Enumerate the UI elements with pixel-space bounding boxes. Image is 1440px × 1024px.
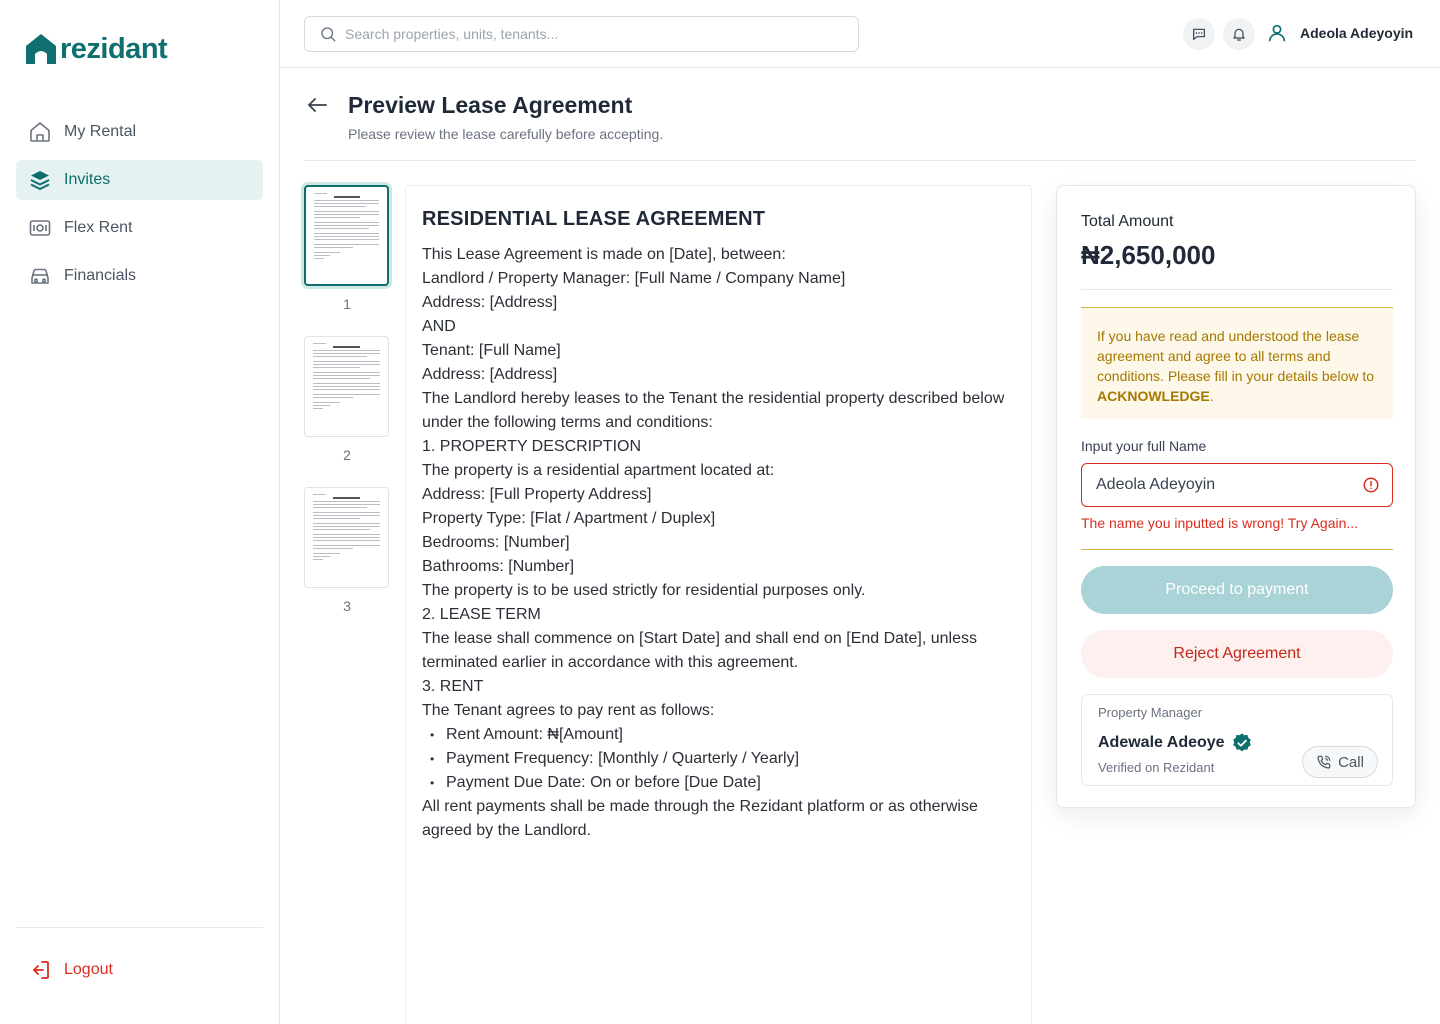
money-icon [28,216,52,240]
lease-document[interactable] [405,185,1032,1024]
search-input[interactable] [345,26,825,42]
document-line: All rent payments shall be made through the Rezidant platform or as otherwise agreed by the Landlord. [422,798,978,839]
sidebar-item-label: Flex Rent [64,219,133,236]
document-line: Bathrooms: [Number] [422,558,575,575]
verified-badge-icon [1231,732,1253,754]
sidebar [0,0,280,1024]
total-amount-value: ₦2,650,000 [1081,240,1216,270]
thumbnail-page-number: 2 [343,447,351,463]
search-icon [319,25,337,43]
document-line: The Landlord hereby leases to the Tenant the residential property described below under the following terms and conditions: [422,390,1005,431]
property-manager-name: Adewale Adeoye [1098,734,1225,751]
list-item: • Rent Amount: ₦[Amount] [430,723,1015,747]
sidebar-item-label: Financials [64,267,137,284]
document-line: Bedrooms: [Number] [422,534,570,551]
page-thumbnail-3[interactable] [304,487,389,588]
document-line: Landlord / Property Manager: [Full Name / Company Name] [422,270,846,287]
layers-icon [28,168,52,192]
brand-name: rezidant [60,32,168,65]
document-title: RESIDENTIAL LEASE AGREEMENT [422,208,766,230]
logout-icon [28,958,52,982]
messages-button[interactable] [1183,18,1215,50]
document-section-heading: 3. RENT [422,678,484,695]
acknowledge-panel [1056,185,1416,808]
rent-terms-list [422,723,1015,795]
document-line: Address: [Address] [422,366,558,383]
call-manager-button[interactable] [1302,746,1378,778]
sidebar-item-financials[interactable] [16,256,263,296]
property-manager-card [1081,694,1393,786]
bell-icon [1231,26,1247,42]
document-line: Tenant: [Full Name] [422,342,561,359]
alert-circle-icon [1362,476,1380,494]
page-subtitle: Please review the lease carefully before accepting. [348,126,664,142]
page-divider [304,160,1416,161]
document-line: The property is to be used strictly for residential purposes only. [422,582,866,599]
document-section-heading: 1. PROPERTY DESCRIPTION [422,438,642,455]
sidebar-divider [16,927,263,928]
property-manager-verified-text: Verified on Rezidant [1098,760,1215,775]
logout-button[interactable] [28,958,113,982]
notice-end: . [1209,388,1214,404]
document-line: Address: [Full Property Address] [422,486,652,503]
panel-divider [1081,549,1393,550]
full-name-field[interactable] [1081,463,1393,507]
call-label: Call [1338,753,1364,771]
full-name-label: Input your full Name [1081,438,1207,454]
page-thumbnails [304,185,390,638]
notice-emphasis: ACKNOWLEDGE [1097,388,1210,404]
chat-icon [1191,26,1207,42]
user-name: Adeola Adeyoyin [1300,25,1414,41]
sidebar-nav [16,112,263,304]
total-amount-label: Total Amount [1081,213,1174,230]
sidebar-item-label: My Rental [64,123,137,140]
full-name-input[interactable] [1096,476,1362,494]
page-thumbnail-2[interactable] [304,336,389,437]
user-menu[interactable] [1266,22,1413,44]
sidebar-item-my-rental[interactable] [16,112,263,152]
house-logo-icon [24,32,58,66]
document-line: The property is a residential apartment located at: [422,462,775,479]
home-icon [28,120,52,144]
brand-logo[interactable] [24,32,167,66]
property-manager-label: Property Manager [1098,705,1203,720]
proceed-to-payment-button[interactable]: Proceed to payment [1081,566,1393,614]
thumbnail-page-number: 1 [343,296,351,312]
page-title: Preview Lease Agreement [348,92,633,118]
top-bar [280,0,1440,68]
sidebar-item-flex-rent[interactable] [16,208,263,248]
name-error-message: The name you inputted is wrong! Try Again... [1081,515,1359,531]
phone-icon [1316,754,1332,770]
thumbnail-page-number: 3 [343,598,351,614]
reject-agreement-button[interactable]: Reject Agreement [1081,630,1393,678]
search-box[interactable] [304,16,859,52]
document-section-heading: 2. LEASE TERM [422,606,541,623]
page-thumbnail-1[interactable] [304,185,389,286]
notifications-button[interactable] [1223,18,1255,50]
acknowledge-notice [1081,307,1393,419]
user-icon [1266,22,1288,44]
property-manager-name-row [1098,732,1253,754]
car-icon [28,264,52,288]
panel-divider [1081,289,1393,290]
document-line: This Lease Agreement is made on [Date], between: [422,246,786,263]
list-item: • Payment Frequency: [Monthly / Quarterly / Yearly] [430,747,1015,771]
notice-text: If you have read and understood the lease agreement and agree to all terms and conditions. Please fill in your details below to [1097,328,1375,384]
document-line: Address: [Address] [422,294,558,311]
sidebar-item-invites[interactable] [16,160,263,200]
arrow-left-icon [305,93,329,117]
logout-label: Logout [64,961,113,978]
document-line: Property Type: [Flat / Apartment / Duplex] [422,510,716,527]
document-line: The Tenant agrees to pay rent as follows: [422,702,715,719]
list-item: • Payment Due Date: On or before [Due Date] [430,771,1015,795]
sidebar-item-label: Invites [64,171,111,188]
document-line: AND [422,318,456,335]
document-line: The lease shall commence on [Start Date] and shall end on [End Date], unless terminated earlier in accordance with this agreement. [422,630,977,671]
back-button[interactable] [304,92,330,118]
